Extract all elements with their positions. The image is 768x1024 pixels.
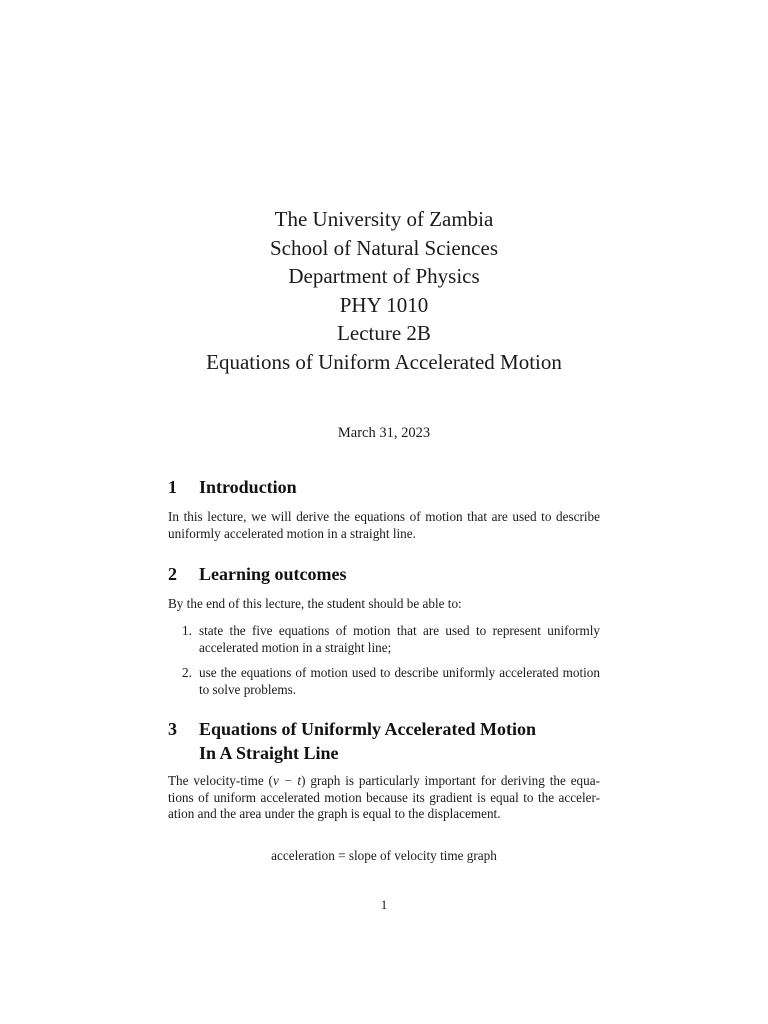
section-1-line-2: uniformly accelerated motion in a straight line. — [168, 525, 416, 541]
section-3-line-1-pre: The velocity-time ( — [168, 773, 273, 788]
section-3-line-1 — [168, 773, 600, 790]
section-3-line-1-post: ) graph is particularly important for deriving the equa- — [301, 773, 600, 788]
section-1-line-1: In this lecture, we will derive the equations of motion that are used to describe — [168, 509, 600, 524]
section-2-heading — [168, 562, 608, 586]
section-3-line-3: ation and the area under the graph is equal to the displacement. — [168, 806, 501, 821]
title-block — [0, 205, 768, 377]
section-3-heading — [168, 717, 608, 765]
list-item-line: state the five equations of motion that are used to represent uniformly — [199, 623, 600, 638]
list-item-line: to solve problems. — [199, 681, 297, 697]
course-code: PHY 1010 — [339, 292, 429, 317]
department-name: Department of Physics — [288, 264, 480, 289]
section-2-number: 2 — [168, 564, 177, 584]
list-item-marker: 2. — [182, 665, 192, 680]
list-item — [168, 623, 600, 656]
learning-outcomes-list — [168, 623, 600, 707]
math-v-minus-t: v − t — [272, 773, 302, 788]
list-item-line: accelerated motion in a straight line; — [199, 639, 392, 655]
section-1-number: 1 — [168, 477, 177, 497]
section-1-title: Introduction — [199, 477, 297, 497]
list-item — [168, 665, 600, 698]
acceleration-equation: acceleration = slope of velocity time graph — [271, 848, 497, 863]
lecture-topic: Equations of Uniform Accelerated Motion — [206, 349, 562, 374]
page-number: 1 — [380, 897, 388, 912]
section-3-paragraph — [168, 773, 600, 823]
section-2-title: Learning outcomes — [199, 564, 347, 584]
list-item-marker: 1. — [182, 623, 192, 638]
lecture-number: Lecture 2B — [337, 321, 431, 346]
section-3-title-line-2: In A Straight Line — [199, 743, 339, 763]
university-name: The University of Zambia — [274, 207, 494, 231]
section-1-paragraph — [168, 509, 600, 542]
section-2-intro — [168, 596, 600, 613]
list-item-line: use the equations of motion used to describe uniformly accelerated motion — [199, 665, 600, 680]
document-date: March 31, 2023 — [337, 425, 431, 441]
section-3-number: 3 — [168, 719, 177, 739]
section-1-heading — [168, 475, 608, 499]
section-2-intro-line: By the end of this lecture, the student should be able to: — [168, 596, 462, 611]
section-3-title-line-1: Equations of Uniformly Accelerated Motion — [199, 719, 536, 739]
section-3-line-2: tions of uniform accelerated motion because its gradient is equal to the acceler- — [168, 789, 600, 805]
school-name: School of Natural Sciences — [269, 235, 499, 260]
